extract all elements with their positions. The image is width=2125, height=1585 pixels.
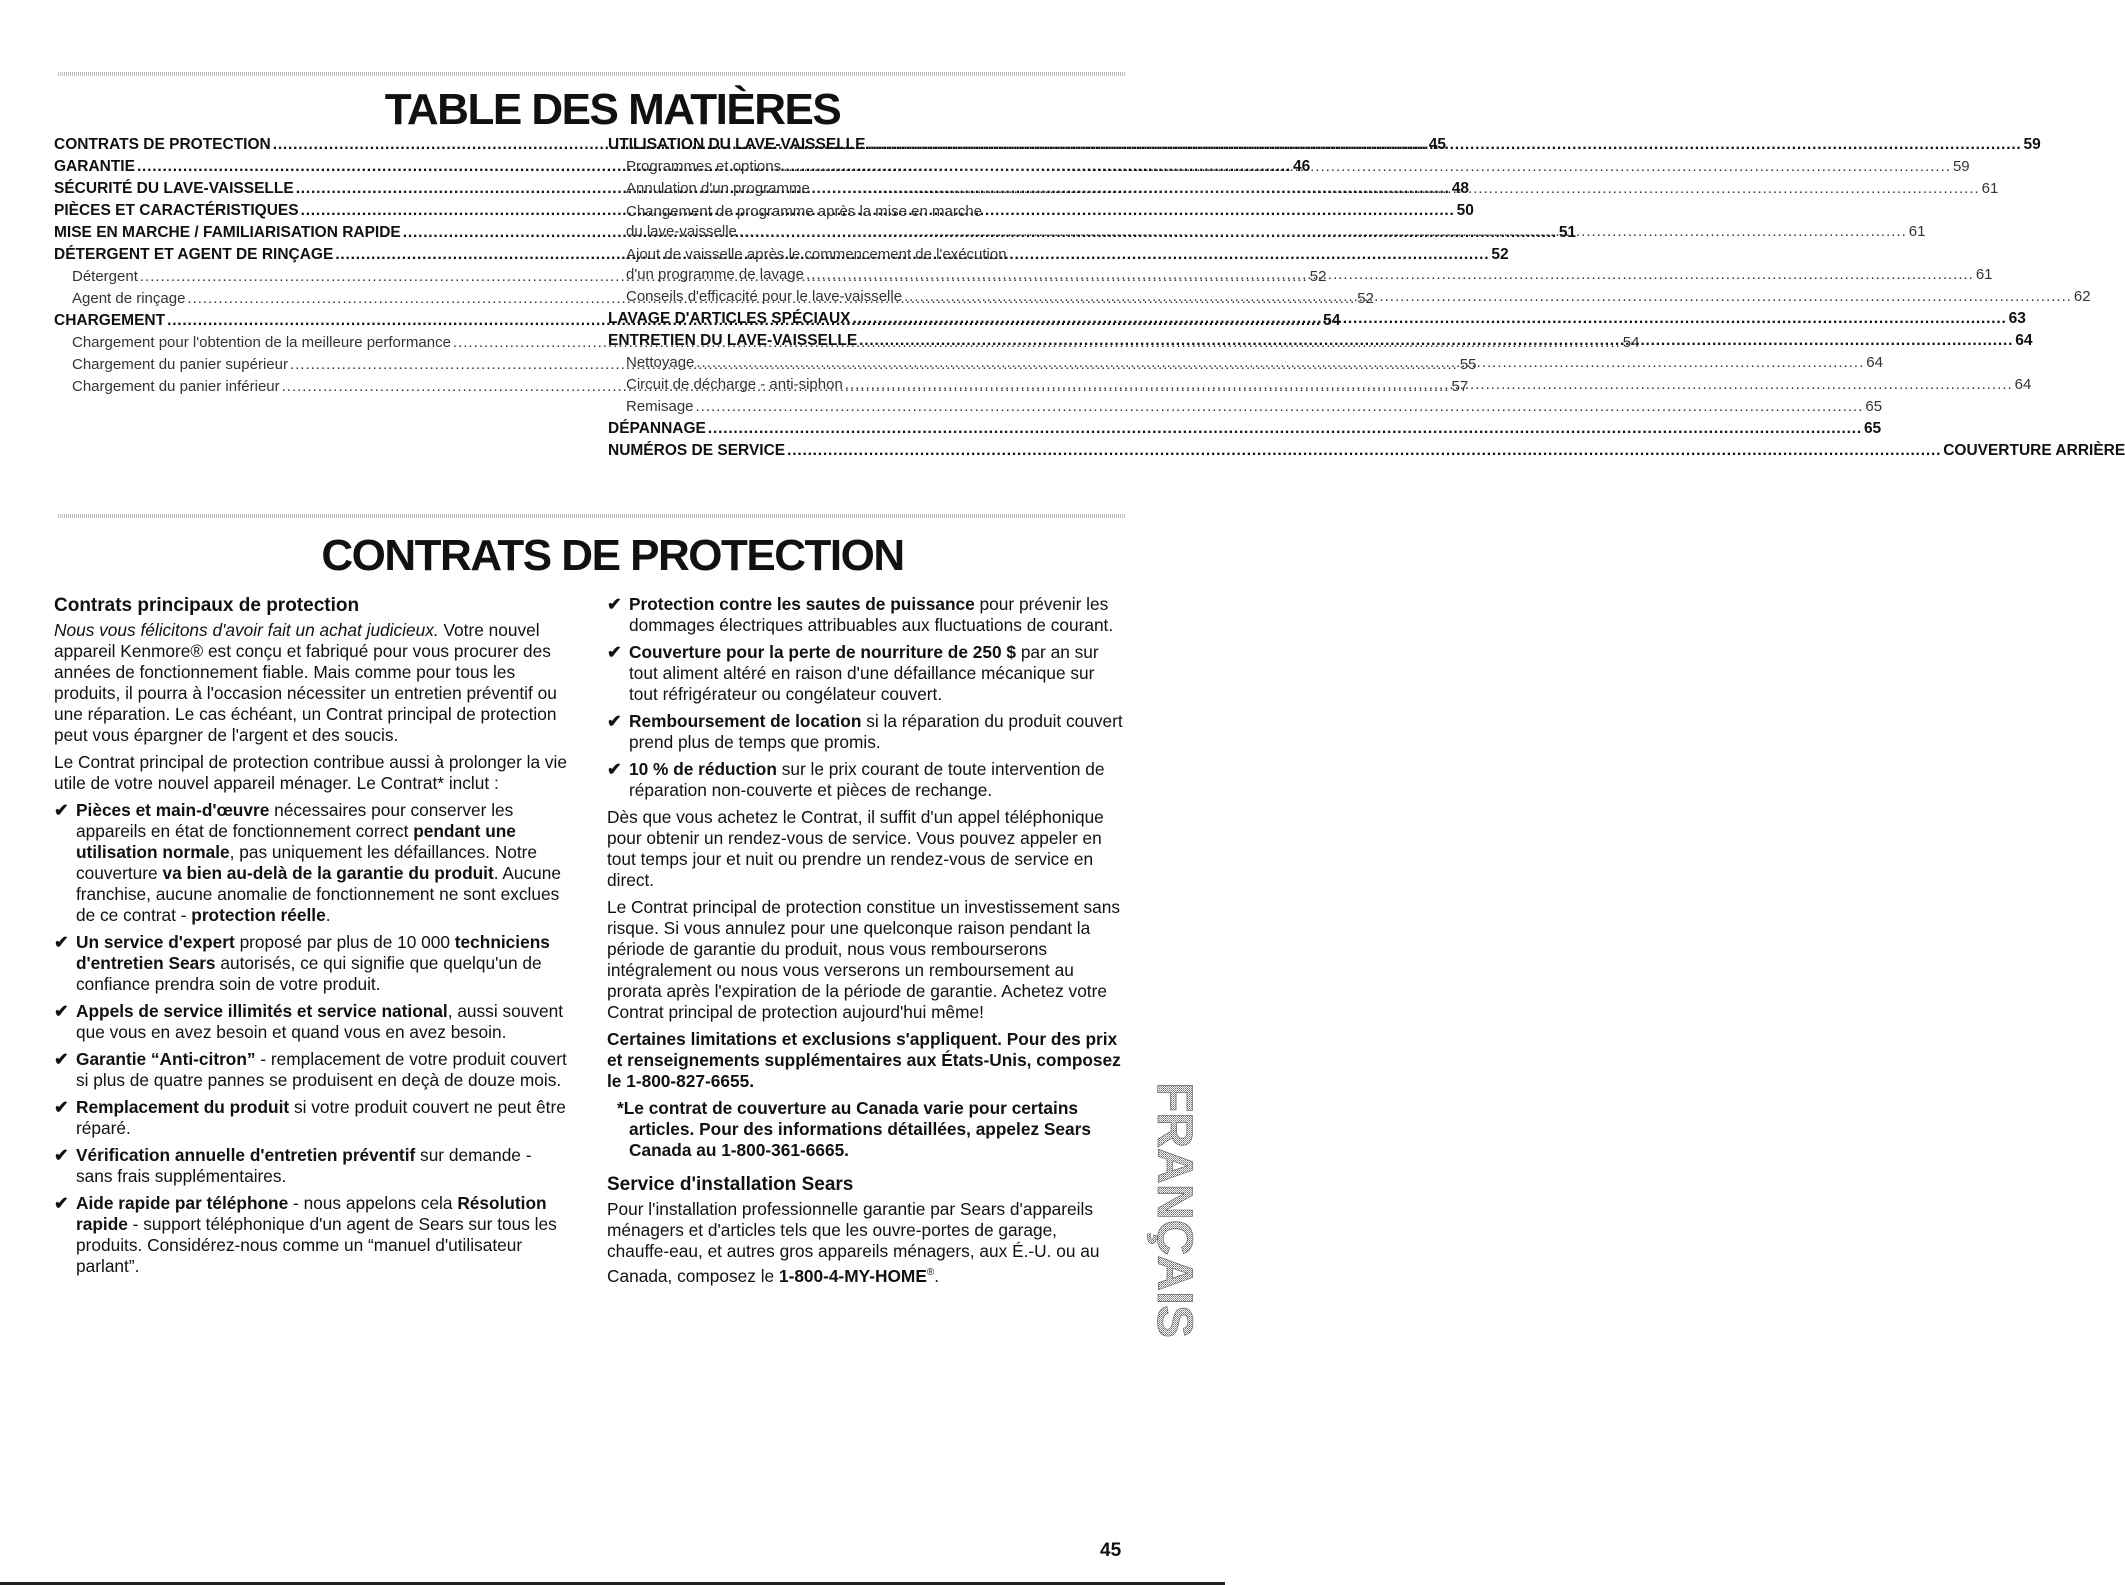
toc-dot-leader: [708, 419, 1862, 439]
toc-entry-title: Annulation d'un programme: [626, 180, 810, 197]
protection-title: CONTRATS DE PROTECTION: [321, 531, 904, 580]
toc-page-number: 54: [1323, 312, 1341, 329]
toc-page-number: 51: [1558, 224, 1577, 241]
toc-page-number: 61: [1975, 266, 1993, 283]
toc-entry-title: UTILISATION DU LAVE-VAISSELLE: [608, 136, 866, 153]
toc-dot-leader: [904, 287, 2072, 307]
protection-right-column: [607, 594, 1123, 1293]
toc-entry-title: Agent de rinçage: [72, 290, 186, 307]
toc-page-number: 65: [1865, 398, 1883, 415]
toc-dot-leader: [867, 135, 2021, 155]
list-item: ✔ Garantie “Anti-citron” - remplacement de votre produit couvert si plus de quatre pannes se produisent en deçà de douze mois.: [54, 1049, 567, 1090]
checkmark-icon: ✔: [54, 1193, 69, 1213]
list-item: ✔ Remboursement de location si la réparation du produit couvert prend plus de temps que promis.: [607, 711, 1123, 752]
toc-dot-leader: [853, 309, 2007, 329]
toc-page-number: 63: [2008, 310, 2026, 327]
list-item: ✔ Couverture pour la perte de nourriture de 250 $ par an sur tout aliment altéré en raison d'une défaillance mécanique sur tout réfrigérateur ou congélateur couvert.: [607, 642, 1099, 704]
checkmark-icon: ✔: [607, 594, 622, 614]
toc-dot-leader: [783, 157, 1951, 177]
toc-entry-title: ENTRETIEN DU LAVE-VAISSELLE: [608, 332, 858, 349]
risk-free-paragraph: Le Contrat principal de protection constitue un investissement sans risque. Si vous annulez pour une quelconque raison pendant la période de garantie du produit, nous vous rembourserons intégralement ou nous vous verserons un remboursement au prorata après l'expiration de la période de garantie. Achetez votre Contrat principal de protection aujourd'hui même!: [607, 897, 1120, 1022]
service-call-paragraph: Dès que vous achetez le Contrat, il suffit d'un appel téléphonique pour obtenir un rendez-vous de service. Vous pouvez appeler en tout temps jour et nuit ou prendre un rendez-vous de service en direct.: [607, 807, 1104, 890]
toc-page-number: 52: [1309, 268, 1327, 285]
toc-page-number: 59: [1952, 158, 1970, 175]
toc-entry-line: Ajout de vaisselle après le commencement de l'exécution: [626, 246, 1007, 263]
toc-page-number: 48: [1451, 180, 1469, 197]
protection-left-column: [54, 594, 570, 1283]
main-contracts-heading: Contrats principaux de protection: [54, 595, 360, 616]
section-dotted-rule: [58, 514, 1126, 518]
installation-heading: Service d'installation Sears: [607, 1174, 854, 1195]
toc-page-number: 54: [1622, 334, 1640, 351]
toc-entry-title: d'un programme de lavage: [626, 266, 804, 283]
toc-entry-title: NUMÉROS DE SERVICE: [608, 442, 786, 459]
list-item: ✔ Appels de service illimités et service national, aussi souvent que vous en avez besoin et quand vous en avez besoin.: [54, 1001, 563, 1042]
toc-page-number: 64: [1866, 354, 1883, 371]
list-item: ✔ Remplacement du produit si votre produit couvert ne peut être réparé.: [54, 1097, 566, 1138]
toc-page-number: 55: [1459, 356, 1477, 373]
list-item: ✔ 10 % de réduction sur le prix courant de toute intervention de réparation non-couverte et pièces de rechange.: [607, 759, 1105, 800]
toc-entry-title: DÉPANNAGE: [608, 420, 706, 437]
toc-dot-leader: [787, 441, 1941, 461]
list-item: ✔ Vérification annuelle d'entretien préventif sur demande - sans frais supplémentaires.: [54, 1145, 532, 1186]
toc-entry-title: CHARGEMENT: [54, 312, 166, 329]
checkmark-icon: ✔: [54, 1097, 69, 1117]
toc-entry-title: LAVAGE D'ARTICLES SPÉCIAUX: [608, 310, 851, 327]
limitations-note: Certaines limitations et exclusions s'appliquent. Pour des prix et renseignements supplémentaires aux États-Unis, composez le 1-800-827-6655.: [607, 1029, 1121, 1091]
toc-page-number: 62: [2073, 288, 2091, 305]
toc-entry-title: MISE EN MARCHE / FAMILIARISATION RAPIDE: [54, 224, 401, 241]
toc-entry-title: Chargement du panier inférieur: [72, 378, 280, 395]
toc-page-number: 52: [1491, 246, 1509, 263]
list-item: ✔ Un service d'expert proposé par plus de 10 000 techniciens d'entretien Sears autorisés, ce qui signifie que quelqu'un de confiance prendra soin de votre produit.: [54, 932, 550, 994]
list-item: ✔ Aide rapide par téléphone - nous appelons cela Résolution rapide - support téléphonique d'un agent de Sears sur tous les produits. Considérez-nous comme un “manuel d'utilisateur parlant”.: [54, 1193, 557, 1276]
toc-page-number: 45: [1428, 136, 1447, 153]
toc-entry-title: SÉCURITÉ DU LAVE-VAISSELLE: [54, 180, 294, 197]
toc-page-number: COUVERTURE ARRIÈRE: [1943, 442, 2125, 459]
language-side-tab: [1147, 1078, 1203, 1341]
list-item: ✔ Protection contre les sautes de puissance pour prévenir les dommages électriques attribuables aux fluctuations de courant.: [607, 594, 1114, 635]
toc-dot-leader: [696, 353, 1864, 373]
toc-entry-title: Remisage: [626, 398, 694, 415]
toc-entry-title: Conseils d'efficacité pour le lave-vaisselle: [626, 288, 903, 305]
checkmark-icon: ✔: [54, 1001, 69, 1021]
checkmark-icon: ✔: [607, 642, 622, 662]
language-side-label: [1147, 1078, 1203, 1341]
toc-page-number: 50: [1456, 202, 1474, 219]
canada-note: *Le contrat de couverture au Canada varie pour certains articles. Pour des informations détaillées, appelez Sears Canada au 1-800-361-6665.: [617, 1098, 1091, 1160]
toc-entry-title: CONTRATS DE PROTECTION: [54, 136, 271, 153]
checkmark-icon: ✔: [54, 1145, 69, 1165]
checkmark-icon: ✔: [607, 759, 622, 779]
toc-page-number: 46: [1293, 158, 1311, 175]
toc-entry: [608, 419, 1882, 439]
checkmark-icon: ✔: [54, 800, 69, 820]
toc-entry: [608, 397, 1883, 417]
page-number: 45: [1100, 1540, 1122, 1561]
toc-page-number: 65: [1863, 420, 1882, 437]
toc-dot-leader: [739, 222, 1907, 242]
toc-entry-title: Circuit de décharge - anti-siphon: [626, 376, 843, 393]
toc-page-number: 64: [2015, 332, 2033, 349]
svg-text:FRANÇAIS: FRANÇAIS: [1147, 1082, 1203, 1341]
checkmark-icon: ✔: [607, 711, 622, 731]
toc-entry-title: Chargement pour l'obtention de la meilleure performance: [72, 334, 451, 351]
list-item: ✔ Pièces et main-d'œuvre nécessaires pour conserver les appareils en état de fonctionnement correct pendant une utilisation normale, pas uniquement les défaillances. Notre couverture va bien au-delà de la garantie du produit. Aucune franchise, aucune anomalie de fonctionnement ne sont exclues de ce contrat - protection réelle.: [54, 800, 561, 925]
toc-page-number: 52: [1357, 290, 1374, 307]
toc-page-number: 61: [1981, 180, 1999, 197]
toc-dot-leader: [696, 397, 1864, 417]
contract-includes-paragraph: Le Contrat principal de protection contribue aussi à prolonger la vie utile de votre nouvel appareil ménager. Le Contrat* inclut :: [54, 752, 567, 793]
toc-page-number: 64: [2014, 376, 2032, 393]
installation-paragraph: Pour l'installation professionnelle garantie par Sears d'appareils ménagers et d'articles tels que les ouvre-portes de garage, chauffe-eau, et autres gros appareils ménagers, aux É.-U. ou au Canada, composez le 1-800-4-MY-HOME®.: [607, 1199, 1100, 1286]
toc-entry-title: GARANTIE: [54, 158, 135, 175]
toc-entry-title: Détergent: [72, 268, 138, 285]
toc-page-number: 59: [2023, 136, 2041, 153]
toc-entry-title: PIÈCES ET CARACTÉRISTIQUES: [54, 202, 299, 219]
top-dotted-rule: [58, 72, 1126, 76]
checkmark-icon: ✔: [54, 932, 69, 952]
checkmark-icon: ✔: [54, 1049, 69, 1069]
toc-entry-line: Changement de programme après la mise en marche: [626, 203, 983, 220]
toc-entry-title: Chargement du panier supérieur: [72, 356, 288, 373]
toc-page-number: 61: [1908, 223, 1926, 240]
toc-title: TABLE DES MATIÈRES: [384, 85, 841, 134]
toc-entry-title: DÉTERGENT ET AGENT DE RINÇAGE: [54, 246, 334, 263]
toc-entry-title: Nettoyage: [626, 354, 695, 371]
toc-dot-leader: [812, 179, 1980, 199]
toc-dot-leader: [806, 265, 1974, 285]
toc-dot-leader: [845, 375, 2013, 395]
toc-entry: [608, 441, 2125, 461]
intro-paragraph: Nous vous félicitons d'avoir fait un achat judicieux. Votre nouvel appareil Kenmore® est conçu et fabriqué pour vous procurer des années de fonctionnement fiable. Mais comme pour tous les produits, il pourra à l'occasion nécessiter un entretien préventif ou une réparation. Le cas échéant, un Contrat principal de protection peut vous épargner de l'argent et des soucis.: [54, 620, 557, 745]
toc-entry-title: du lave-vaisselle: [626, 223, 737, 240]
toc-page-number: 57: [1451, 378, 1469, 395]
toc-entry-title: Programmes et options: [626, 158, 782, 175]
toc-dot-leader: [859, 331, 2013, 351]
